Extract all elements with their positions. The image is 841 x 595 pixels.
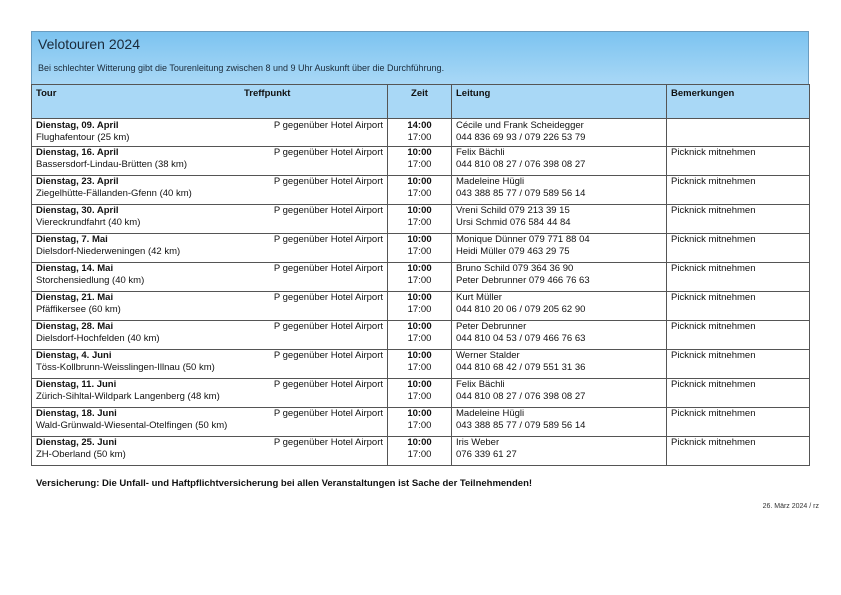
leader-cell	[452, 147, 667, 176]
remarks-cell	[667, 119, 810, 147]
meeting-point: P gegenüber Hotel Airport	[273, 234, 383, 245]
leader-line-1: Vreni Schild 079 213 39 15	[456, 205, 570, 216]
tour-cell	[32, 147, 388, 176]
leader-line-1: Felix Bächli	[456, 147, 505, 158]
tour-route: ZH-Oberland (50 km)	[36, 449, 126, 460]
end-time: 17:00	[407, 449, 432, 460]
end-time: 17:00	[407, 217, 432, 228]
start-time: 10:00	[407, 437, 432, 448]
end-time: 17:00	[407, 275, 432, 286]
leader-cell	[452, 437, 667, 466]
tour-route: Wald-Grünwald-Wiesental-Otelfingen (50 km)	[36, 420, 228, 431]
leader-line-1: Madeleine Hügli	[456, 408, 525, 419]
meeting-point: P gegenüber Hotel Airport	[273, 120, 383, 131]
tour-cell	[32, 263, 388, 292]
document-date: 26. März 2024 / rz	[762, 503, 819, 510]
tour-date: Dienstag, 16. April	[36, 147, 119, 158]
time-cell	[388, 205, 452, 234]
leader-line-2: 044 810 68 42 / 079 551 31 36	[456, 362, 586, 373]
remarks-cell: Picknick mitnehmen	[667, 147, 810, 176]
leader-cell	[452, 321, 667, 350]
remarks-cell: Picknick mitnehmen	[667, 321, 810, 350]
tour-date: Dienstag, 11. Juni	[36, 379, 117, 390]
leader-cell	[452, 263, 667, 292]
leader-line-2: Ursi Schmid 076 584 44 84	[456, 217, 571, 228]
tour-date: Dienstag, 25. Juni	[36, 437, 117, 448]
leader-line-1: Peter Debrunner	[456, 321, 527, 332]
leader-line-2: 044 810 08 27 / 076 398 08 27	[456, 391, 586, 402]
start-time: 10:00	[407, 147, 432, 158]
table-row	[32, 119, 810, 147]
tour-cell	[32, 350, 388, 379]
tour-date: Dienstag, 7. Mai	[36, 234, 108, 245]
table-row	[32, 292, 810, 321]
time-cell	[388, 119, 452, 147]
table-row	[32, 350, 810, 379]
end-time: 17:00	[407, 188, 432, 199]
tour-route: Dielsdorf-Niederweningen (42 km)	[36, 246, 181, 257]
leader-cell	[452, 408, 667, 437]
meeting-point: P gegenüber Hotel Airport	[273, 350, 383, 361]
remarks-cell: Picknick mitnehmen	[667, 350, 810, 379]
leader-line-2: 043 388 85 77 / 079 589 56 14	[456, 188, 586, 199]
remarks-cell: Picknick mitnehmen	[667, 379, 810, 408]
tour-cell	[32, 437, 388, 466]
tour-date: Dienstag, 28. Mai	[36, 321, 114, 332]
tour-cell	[32, 321, 388, 350]
start-time: 10:00	[407, 321, 432, 332]
leader-cell	[452, 292, 667, 321]
end-time: 17:00	[407, 246, 432, 257]
time-cell	[388, 350, 452, 379]
end-time: 17:00	[407, 159, 432, 170]
leader-cell	[452, 119, 667, 147]
insurance-note: Versicherung: Die Unfall- und Haftpflichtversicherung bei allen Veranstaltungen ist Sache der Teilnehmenden!	[36, 478, 533, 489]
tour-cell	[32, 176, 388, 205]
tour-schedule	[31, 31, 809, 466]
tour-date: Dienstag, 30. April	[36, 205, 119, 216]
remarks-cell: Picknick mitnehmen	[667, 176, 810, 205]
remarks-cell: Picknick mitnehmen	[667, 408, 810, 437]
remarks-cell: Picknick mitnehmen	[667, 263, 810, 292]
end-time: 17:00	[407, 420, 432, 431]
leader-line-2: Peter Debrunner 079 466 76 63	[456, 275, 590, 286]
time-cell	[388, 379, 452, 408]
column-header-tour	[32, 85, 388, 119]
column-header-treffpunkt: Treffpunkt	[244, 88, 291, 99]
tour-date: Dienstag, 21. Mai	[36, 292, 114, 303]
tour-cell	[32, 119, 388, 147]
time-cell	[388, 437, 452, 466]
meeting-point: P gegenüber Hotel Airport	[273, 205, 383, 216]
end-time: 17:00	[407, 362, 432, 373]
leader-line-2: 044 810 08 27 / 076 398 08 27	[456, 159, 586, 170]
tour-cell	[32, 292, 388, 321]
table-row	[32, 234, 810, 263]
time-cell	[388, 321, 452, 350]
table-row	[32, 408, 810, 437]
leader-line-2: 076 339 61 27	[456, 449, 517, 460]
leader-cell	[452, 234, 667, 263]
tour-date: Dienstag, 23. April	[36, 176, 119, 187]
time-cell	[388, 147, 452, 176]
leader-line-1: Cécile und Frank Scheidegger	[456, 120, 584, 131]
tour-cell	[32, 408, 388, 437]
leader-line-1: Madeleine Hügli	[456, 176, 525, 187]
tour-date: Dienstag, 14. Mai	[36, 263, 114, 274]
time-cell	[388, 408, 452, 437]
table-row	[32, 263, 810, 292]
tour-route: Ziegelhütte-Fällanden-Gfenn (40 km)	[36, 188, 192, 199]
remarks-cell: Picknick mitnehmen	[667, 234, 810, 263]
table-row	[32, 205, 810, 234]
meeting-point: P gegenüber Hotel Airport	[273, 408, 383, 419]
start-time: 10:00	[407, 176, 432, 187]
page-subtitle: Bei schlechter Witterung gibt die Tourenleitung zwischen 8 und 9 Uhr Auskunft über die Durchführung.	[38, 63, 445, 73]
end-time: 17:00	[407, 132, 432, 143]
tour-route: Dielsdorf-Hochfelden (40 km)	[36, 333, 160, 344]
end-time: 17:00	[407, 304, 432, 315]
leader-cell	[452, 379, 667, 408]
tour-route: Töss-Kollbrunn-Weisslingen-Illnau (50 km)	[36, 362, 215, 373]
meeting-point: P gegenüber Hotel Airport	[273, 147, 383, 158]
tour-date: Dienstag, 09. April	[36, 120, 119, 131]
table-row	[32, 176, 810, 205]
page-title: Velotouren 2024	[38, 36, 140, 52]
leader-cell	[452, 176, 667, 205]
tour-route: Flughafentour (25 km)	[36, 132, 130, 143]
remarks-cell: Picknick mitnehmen	[667, 205, 810, 234]
tour-cell	[32, 234, 388, 263]
leader-line-2: 044 810 04 53 / 079 466 76 63	[456, 333, 586, 344]
table-row	[32, 437, 810, 466]
tour-date: Dienstag, 18. Juni	[36, 408, 117, 419]
start-time: 10:00	[407, 408, 432, 419]
table-row	[32, 147, 810, 176]
meeting-point: P gegenüber Hotel Airport	[273, 176, 383, 187]
leader-line-1: Iris Weber	[456, 437, 500, 448]
leader-line-1: Kurt Müller	[456, 292, 502, 303]
leader-line-1: Felix Bächli	[456, 379, 505, 390]
tour-route: Pfäffikersee (60 km)	[36, 304, 121, 315]
time-cell	[388, 263, 452, 292]
leader-cell	[452, 350, 667, 379]
tour-date: Dienstag, 4. Juni	[36, 350, 112, 361]
table-body	[32, 119, 810, 466]
meeting-point: P gegenüber Hotel Airport	[273, 292, 383, 303]
table-row	[32, 379, 810, 408]
time-cell	[388, 234, 452, 263]
start-time: 10:00	[407, 350, 432, 361]
meeting-point: P gegenüber Hotel Airport	[273, 437, 383, 448]
start-time: 10:00	[407, 379, 432, 390]
remarks-cell: Picknick mitnehmen	[667, 437, 810, 466]
leader-line-2: 044 810 20 06 / 079 205 62 90	[456, 304, 586, 315]
table-header-row	[32, 85, 810, 119]
leader-line-2: 044 836 69 93 / 079 226 53 79	[456, 132, 586, 143]
time-cell	[388, 176, 452, 205]
tours-table	[31, 84, 810, 466]
column-header-leitung: Leitung	[452, 85, 667, 119]
column-header-tour-label: Tour	[36, 88, 57, 99]
column-header-zeit: Zeit	[388, 85, 452, 119]
tour-route: Viereckrundfahrt (40 km)	[36, 217, 141, 228]
leader-line-1: Monique Dünner 079 771 88 04	[456, 234, 590, 245]
start-time: 10:00	[407, 234, 432, 245]
end-time: 17:00	[407, 391, 432, 402]
start-time: 10:00	[407, 205, 432, 216]
start-time: 14:00	[407, 120, 432, 131]
tour-route: Bassersdorf-Lindau-Brütten (38 km)	[36, 159, 188, 170]
tour-cell	[32, 379, 388, 408]
leader-line-1: Bruno Schild 079 364 36 90	[456, 263, 574, 274]
leader-line-2: Heidi Müller 079 463 29 75	[456, 246, 570, 257]
remarks-cell: Picknick mitnehmen	[667, 292, 810, 321]
leader-line-2: 043 388 85 77 / 079 589 56 14	[456, 420, 586, 431]
tour-route: Storchensiedlung (40 km)	[36, 275, 145, 286]
tour-cell	[32, 205, 388, 234]
tour-route: Zürich-Sihltal-Wildpark Langenberg (48 km)	[36, 391, 220, 402]
header-banner	[31, 31, 809, 84]
start-time: 10:00	[407, 292, 432, 303]
end-time: 17:00	[407, 333, 432, 344]
start-time: 10:00	[407, 263, 432, 274]
leader-cell	[452, 205, 667, 234]
time-cell	[388, 292, 452, 321]
meeting-point: P gegenüber Hotel Airport	[273, 263, 383, 274]
column-header-bemerkungen: Bemerkungen	[667, 85, 810, 119]
leader-line-1: Werner Stalder	[456, 350, 520, 361]
table-row	[32, 321, 810, 350]
meeting-point: P gegenüber Hotel Airport	[273, 379, 383, 390]
meeting-point: P gegenüber Hotel Airport	[273, 321, 383, 332]
